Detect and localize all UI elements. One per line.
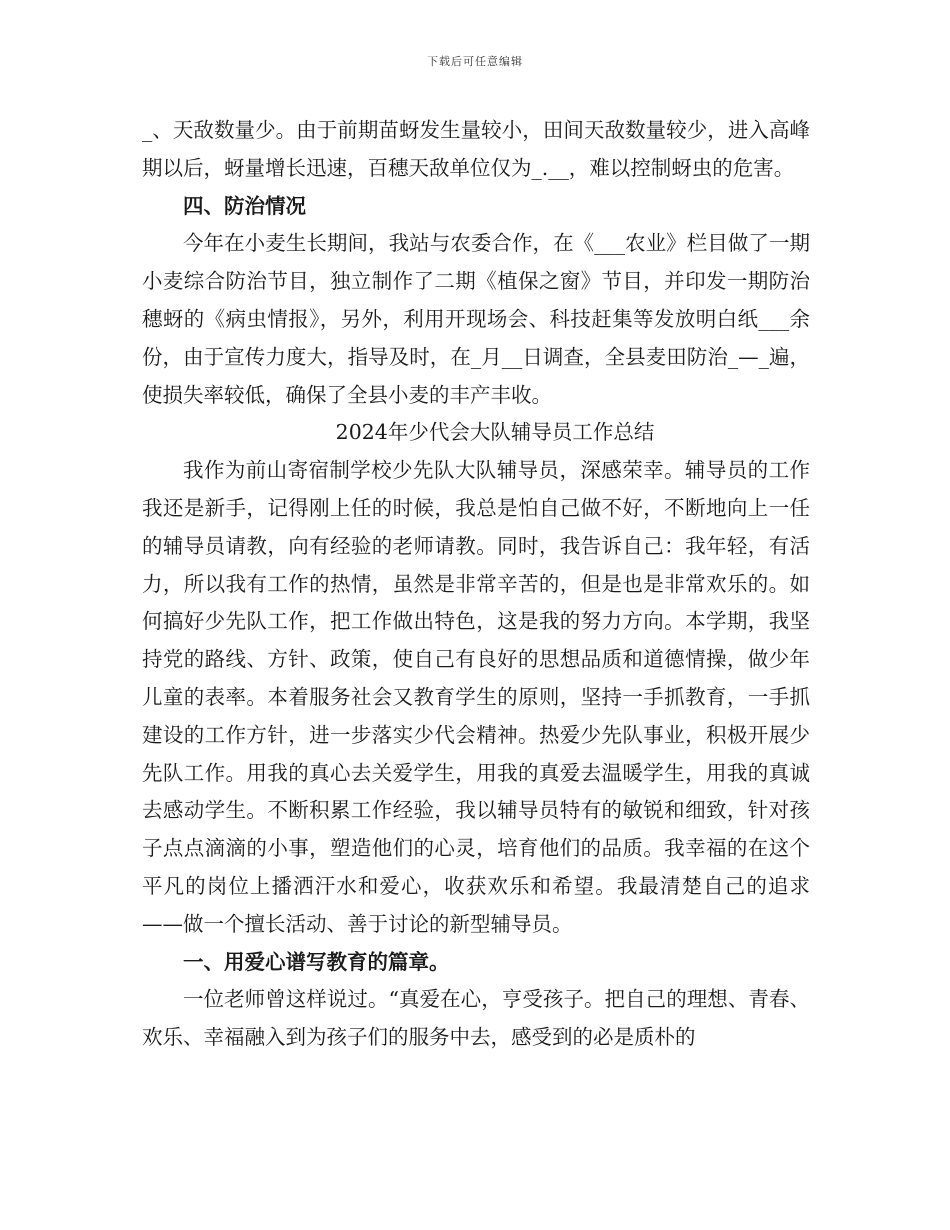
page-header: 下载后可任意编辑 bbox=[427, 55, 523, 68]
document-title: 2024年少代会大队辅导员工作总结 bbox=[335, 420, 655, 445]
document-body bbox=[142, 112, 810, 1057]
section-heading-love: 一、用爱心谱写教育的篇章。 bbox=[183, 949, 450, 974]
section-heading-prevention: 四、防治情况 bbox=[183, 193, 306, 218]
paragraph-quote: 一位老师曾这样说过。“真爱在心，亨受孩子。把自己的理想、青春、欢乐、幸福融入到为孩子们的服务中去，感受到的必是质朴的 bbox=[142, 987, 810, 1050]
paragraph-natural-enemies: _、天敌数量少。由于前期苗蚜发生量较小，田间天敌数量较少，进入高峰期以后，蚜量增长迅速，百穗天敌单位仅为_.__，难以控制蚜虫的危害。 bbox=[142, 118, 810, 180]
paragraph-intro: 我作为前山寄宿制学校少先队大队辅导员，深感荣幸。辅导员的工作我还是新手，记得刚上任的时候，我总是怕自己做不好，不断地向上一任的辅导员请教，向有经验的老师请教。同时，我告诉自己：我年轻，有活力，所以我有工作的热情，虽然是非常辛苦的，但是也是非常欢乐的。如何搞好少先队工作，把工作做出特色，这是我的努力方向。本学期，我坚持党的路线、方针、政策，使自己有良好的思想品质和道德情操，做少年儿童的表率。本着服务社会又教育学生的原则，坚持一手抓教育，一手抓建设的工作方针，进一步落实少代会精神。热爱少先队事业，积极开展少先队工作。用我的真心去关爱学生，用我的真爱去温暖学生，用我的真诚去感动学生。不断积累工作经验，我以辅导员特有的敏锐和细致，针对孩子点点滴滴的小事，塑造他们的心灵，培育他们的品质。我幸福的在这个平凡的岗位上播洒汗水和爱心，收获欢乐和希望。我最清楚自己的追求——做一个擅长活动、善于讨论的新型辅导员。 bbox=[142, 458, 810, 936]
paragraph-prevention: 今年在小麦生长期间，我站与农委合作，在《___农业》栏目做了一期小麦综合防治节目，独立制作了二期《植保之窗》节目，并印发一期防治穗蚜的《病虫情报》，另外，利用开现场会、科技赶集等发放明白纸___余份，由于宣传力度大，指导及时，在_月__日调查，全县麦田防治_—_遍，使损失率较低，确保了全县小麦的丰产丰收。 bbox=[142, 231, 810, 407]
